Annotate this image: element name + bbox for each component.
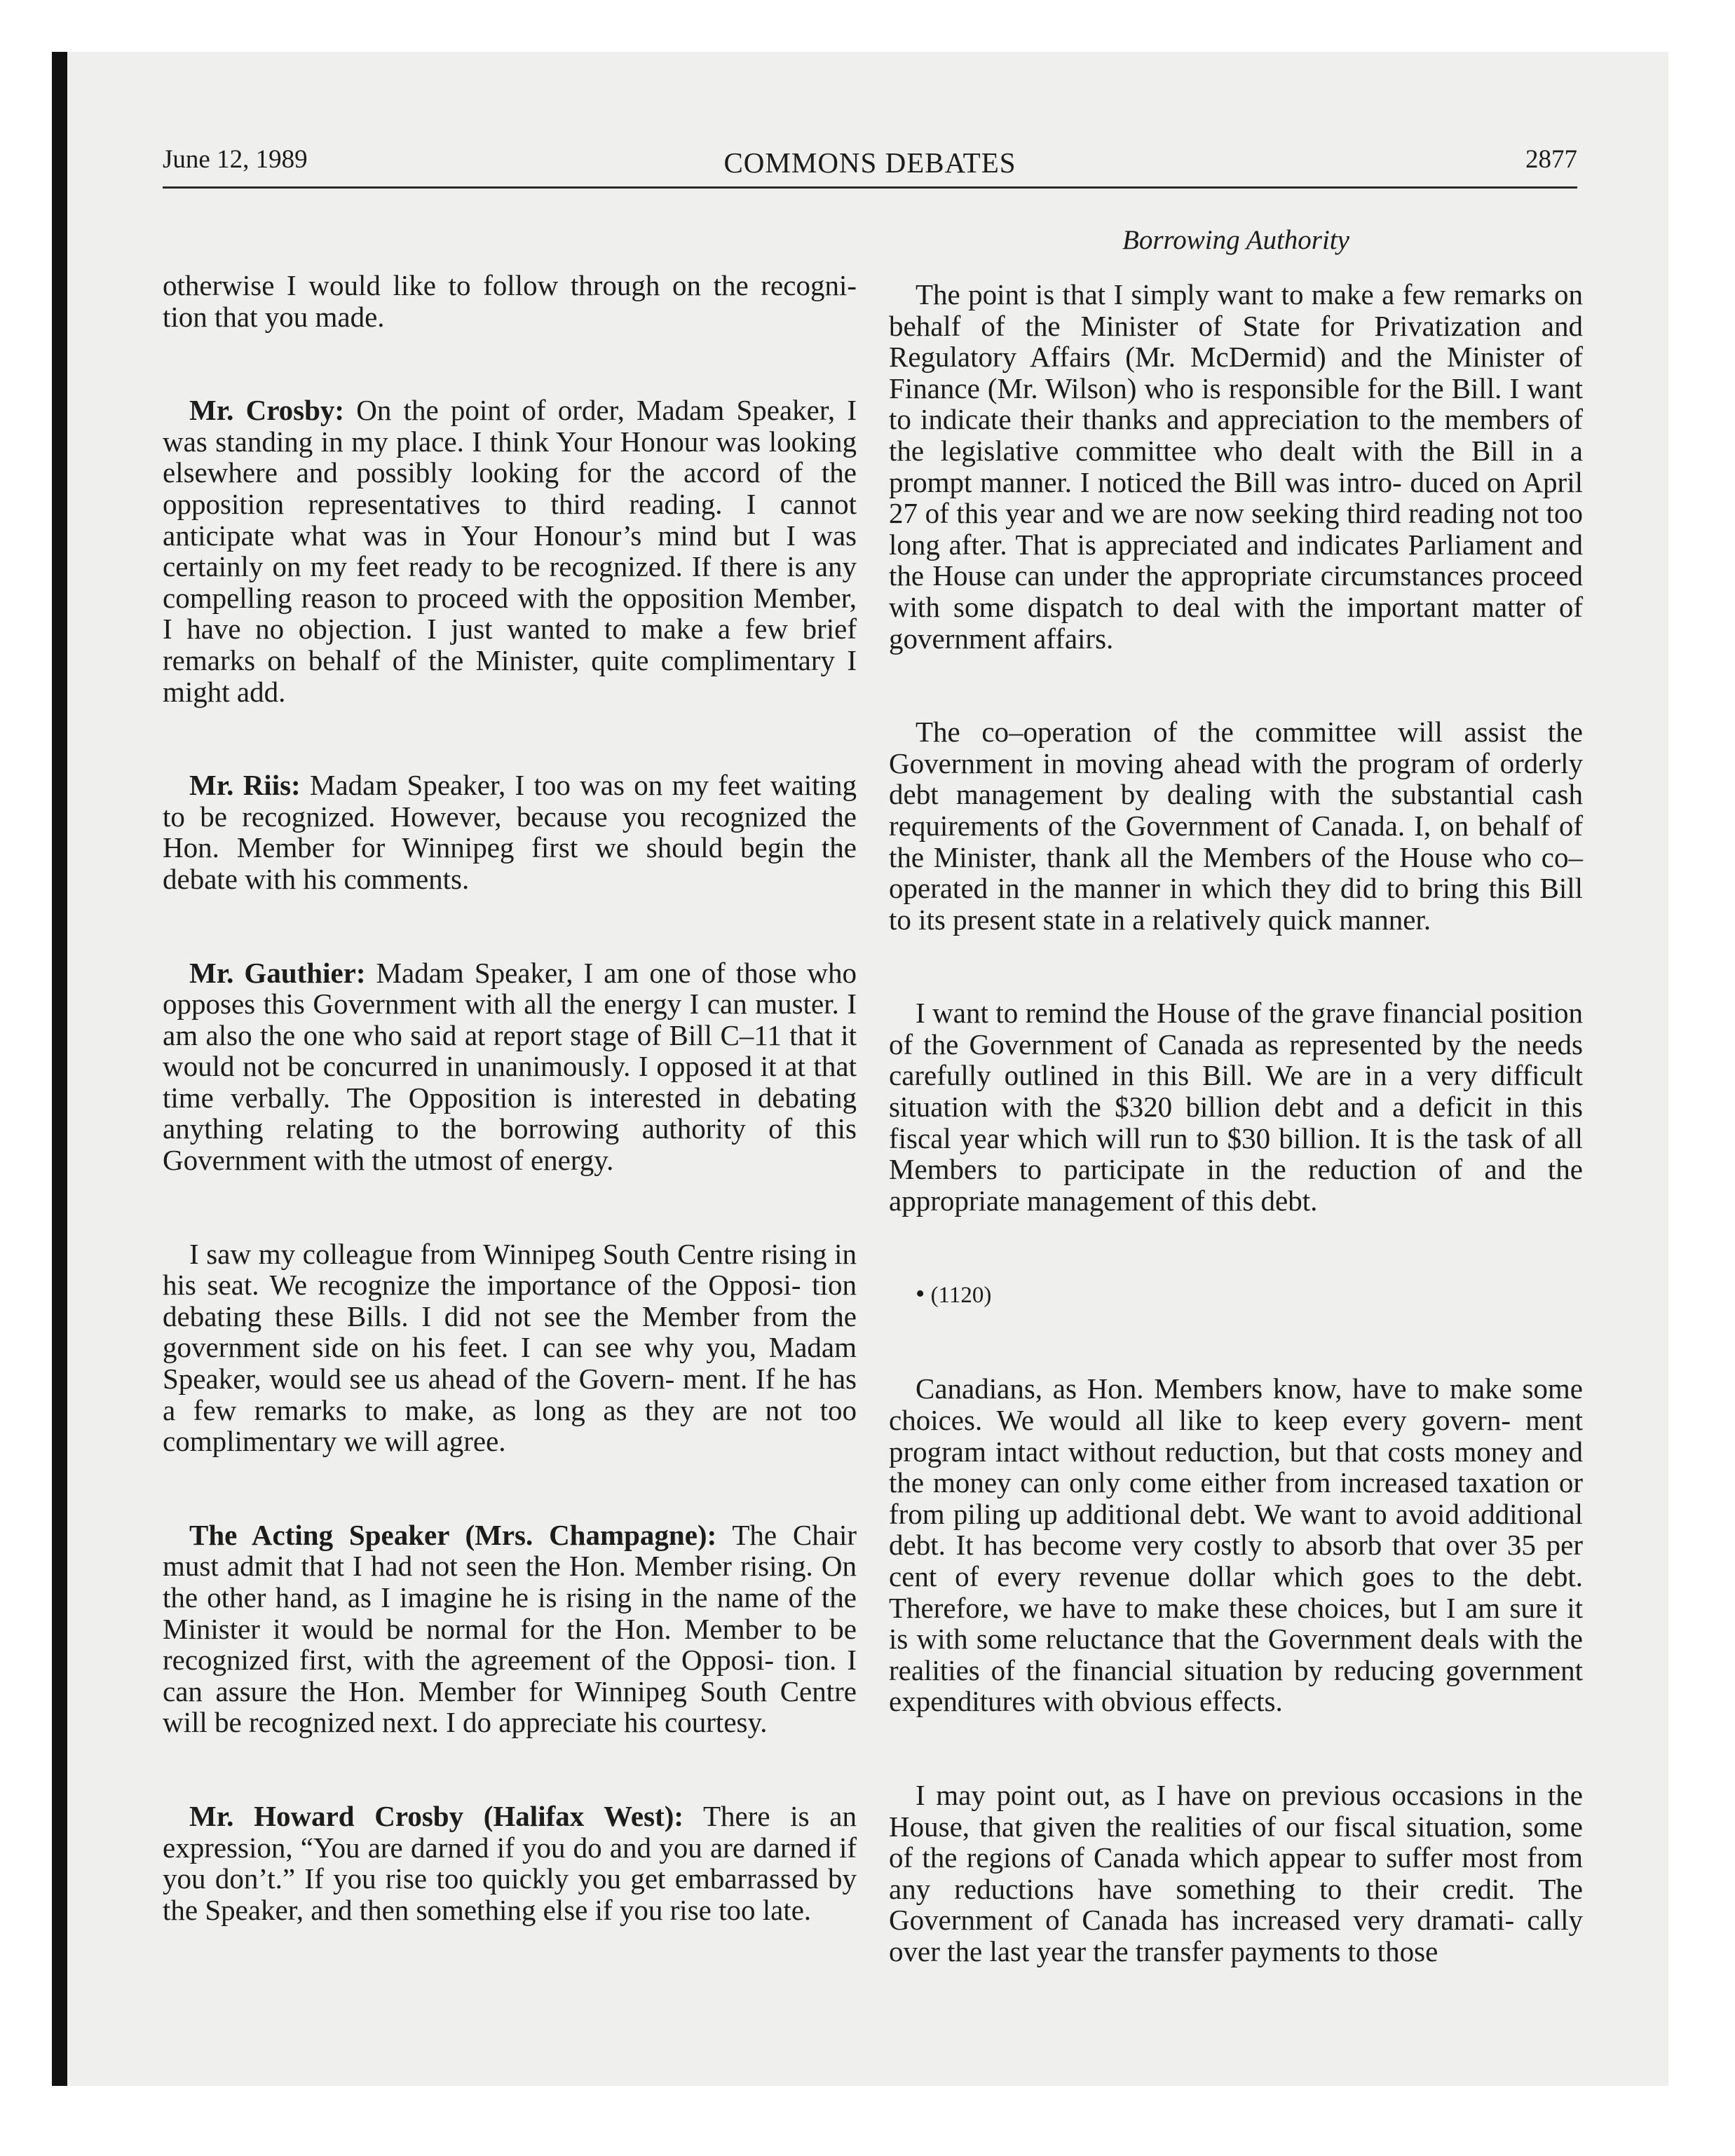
speech-paragraph — [163, 957, 857, 1176]
paragraph: Canadians, as Hon. Members know, have to make some choices. We would all like to keep every govern- ment program intact without reduction, but that costs money and the money can only come either from increased taxation or from piling up additional debt. We want to avoid additional debt. It has become very costly to absorb that over 35 per cent of every revenue dollar which goes to the debt. Therefore, we have to make these choices, but I am sure it is with some reluctance that the Government deals with the realities of the financial situation by reducing government expenditures with obvious effects. — [889, 1372, 1583, 1718]
speech-text: Madam Speaker, I too was on my feet waiting to be recognized. However, because you recognized the Hon. Member for Winnipeg first we should begin the debate with his comments. — [163, 769, 857, 895]
paragraph: I saw my colleague from Winnipeg South Centre rising in his seat. We recognize the importance of the Opposi- tion debating these Bills. I did not see the Member from the government side on his feet. I can see why you, Madam Speaker, would see us ahead of the Govern- ment. If he has a few remarks to make, as long as they are not too complimentary we will agree. — [163, 1237, 857, 1458]
header-rule — [163, 186, 1577, 189]
speech-paragraph — [163, 770, 857, 894]
header-date: June 12, 1989 — [163, 145, 308, 174]
left-column — [163, 270, 857, 1988]
time-marker — [889, 1278, 1583, 1311]
header-title: COMMONS DEBATES — [723, 146, 1016, 179]
paragraph: I want to remind the House of the grave financial position of the Government of Canada as represented by the needs carefully outlined in this Bill. We are in a very difficult situation with the $320 billion debt and a deficit in this fiscal year which will run to $30 billion. It is the task of all Members to participate in the reduction of and the appropriate management of this debt. — [889, 997, 1583, 1217]
right-column — [889, 279, 1583, 2030]
speech-text: The Chair must admit that I had not seen the Hon. Member rising. On the other hand, as I imagine he is rising in the name of the Minister it would be normal for the Hon. Member to be recognized first, with the agreement of the Opposi- tion. I can assure the Hon. Member for Winnipeg South Centre will be recognized next. I do appreciate his courtesy. — [163, 1518, 857, 1739]
time-marker-text: (1120) — [930, 1283, 992, 1309]
speaker-name: Mr. Howard Crosby (Halifax West): — [189, 1799, 684, 1832]
paragraph: The point is that I simply want to make a few remarks on behalf of the Minister of State for Privatization and Regulatory Affairs (Mr. McDermid) and the Minister of Finance (Mr. Wilson) who is responsible for the Bill. I want to indicate their thanks and appreciation to the members of the legislative committee who dealt with the Bill in a prompt manner. I noticed the Bill was intro- duced on April 27 of this year and we are now seeking third reading not too long after. That is appreciated and indicates Parliament and the House can under the appropriate circumstances proceed with some dispatch to deal with the important matter of government affairs. — [889, 278, 1583, 655]
speaker-name: Mr. Riis: — [189, 769, 301, 802]
speech-paragraph — [163, 1801, 857, 1925]
speaker-name: Mr. Gauthier: — [189, 956, 366, 989]
binding-edge — [52, 52, 67, 2086]
speaker-name: The Acting Speaker (Mrs. Champagne): — [189, 1518, 717, 1551]
speaker-name: Mr. Crosby: — [189, 394, 345, 427]
paragraph: otherwise I would like to follow through on the recogni- tion that you made. — [163, 269, 857, 333]
speech-text: There is an expression, “You are darned if you do and you are darned if you don’t.” If you rise too quickly you get embarrassed by the Speaker, and then something else if you rise too late. — [163, 1799, 857, 1926]
paragraph: I may point out, as I have on previous occasions in the House, that given the realities of our fiscal situation, some of the regions of Canada which appear to suffer most from any reductions have something to their credit. The Government of Canada has increased very dramati- cally over the last year the transfer payments to those — [889, 1778, 1583, 1967]
speech-paragraph — [163, 395, 857, 707]
running-title: Borrowing Authority — [1122, 225, 1349, 255]
page-header — [163, 139, 1577, 181]
speech-text: Madam Speaker, I am one of those who opposes this Government with all the energy I can muster. I am also the one who said at report stage of Bill C–11 that it would not be concurred in unanimously. I opposed it at that time verbally. The Opposition is interested in debating anything relating to the borrowing authority of this Government with the utmost of energy. — [163, 956, 857, 1177]
bullet-icon: • — [916, 1279, 925, 1309]
speech-paragraph — [163, 1520, 857, 1738]
paragraph: The co–operation of the committee will assist the Government in moving ahead with the program of orderly debt management by dealing with the substantial cash requirements of the Government of Canada. I, on behalf of the Minister, thank all the Members of the House who co–operated in the manner in which they did to bring this Bill to its present state in a relatively quick manner. — [889, 716, 1583, 936]
speech-text: On the point of order, Madam Speaker, I was standing in my place. I think Your Honour was looking elsewhere and possibly looking for the accord of the opposition representatives to third reading. I cannot anticipate what was in Your Honour’s mind but I was certainly on my feet ready to be recognized. If there is any compelling reason to proceed with the opposition Member, I have no objection. I just wanted to make a few brief remarks on behalf of the Minister, quite complimentary I might add. — [163, 394, 857, 708]
page-number: 2877 — [1525, 145, 1577, 174]
